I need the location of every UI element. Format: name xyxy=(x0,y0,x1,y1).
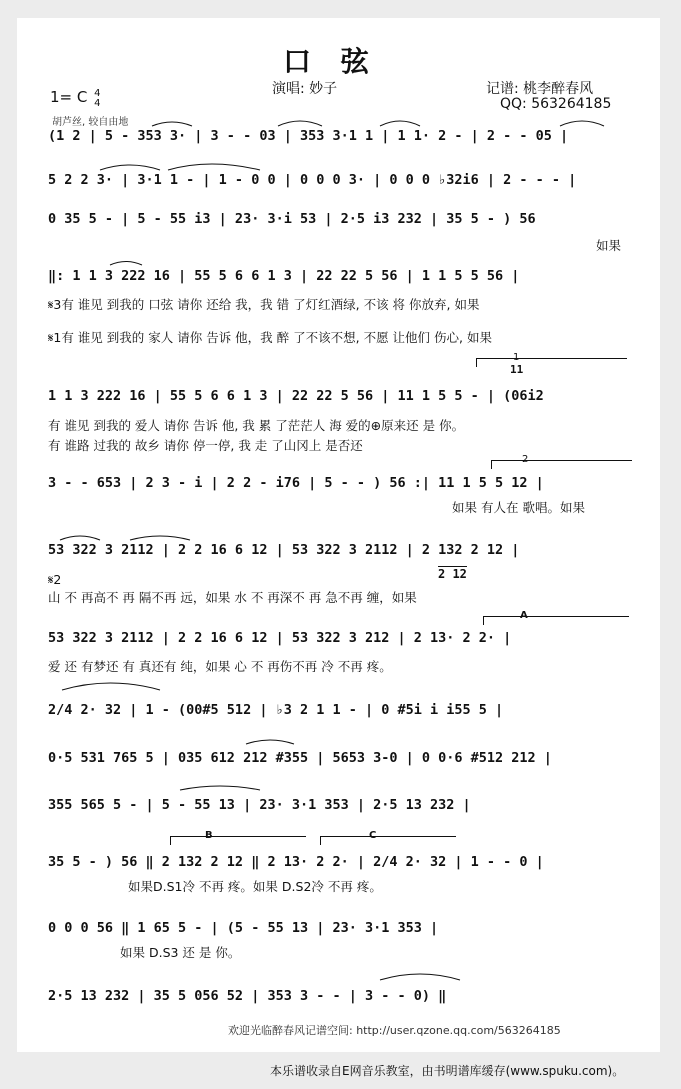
score-row: ‖: 1 1 3 222 16 | 55 5 6 6 1 3 | 22 22 5 56 | 1 1 5 5 56 | xyxy=(48,268,520,284)
score-row: 3 - - 653 | 2 3 - i | 2 2 - i76 | 5 - - ) 56 :| 11 1 5 5 12 | xyxy=(48,475,544,491)
lyric-line: 山 不 再高不 再 隔不再 远，如果 水 不 再深不 再 急不再 缠，如果 xyxy=(48,590,417,605)
lyric-line: 有 谁路 过我的 故乡 请你 停一停, 我 走 了山冈上 是否还 xyxy=(48,438,363,453)
volta-c: C xyxy=(320,836,456,845)
score-row: 1 1 3 222 16 | 55 5 6 6 1 3 | 22 22 5 56 | 11 1 5 5 - | (06i2 xyxy=(48,388,544,404)
lyric-line: 𝄋3有 谁见 到我的 口弦 请你 还给 我，我 错 了灯红酒绿, 不该 将 你放弃, 如果 xyxy=(48,297,480,312)
qq-label: QQ: 563264185 xyxy=(500,96,612,112)
score-row: 53 322 3 2112 | 2 2 16 6 12 | 53 322 3 212 | 2 13· 2 2· | xyxy=(48,630,512,646)
credit-text: 本乐谱收录自E网音乐教室，由书明谱库缓存(www.spuku.com)。 xyxy=(270,1064,625,1078)
performance-note: 胡芦丝, 较自由地 xyxy=(52,117,129,128)
lyric-line: 如果D.S1冷 不再 疼。如果 D.S2冷 不再 疼。 xyxy=(128,879,382,894)
scorer-label: 记谱: 桃李醉春风 xyxy=(486,81,594,97)
lyric-line: 𝄋1有 谁见 到我的 家人 请你 告诉 他，我 醉 了不该不想, 不愿 让他们 伤心, 如果 xyxy=(48,330,492,345)
score-row: 2/4 2· 32 | 1 - (00#5 512 | ♭3 2 1 1 - | 0 #5i i i55 5 | xyxy=(48,702,504,718)
singer-label: 演唱: 妙子 xyxy=(272,81,338,97)
song-title: 口 弦 xyxy=(283,45,379,78)
volta-label: 11 xyxy=(510,363,524,376)
time-sig-bottom: 4 xyxy=(94,98,101,109)
lyric-line: 如果 D.S3 还 是 你。 xyxy=(120,945,241,960)
score-row: 35 5 - ) 56 ‖ 2 132 2 12 ‖ 2 13· 2 2· | 2/4 2· 32 | 1 - - 0 | xyxy=(48,854,544,870)
time-signature xyxy=(94,89,100,109)
score-row: 5 2 2 3· | 3·1 1 - | 1 - 0 0 | 0 0 0 3· | 0 0 0 ♭32i6 | 2 - - - | xyxy=(48,172,577,188)
volta-2: 2 xyxy=(491,460,632,469)
key-signature xyxy=(50,88,101,109)
score-row: 2·5 13 232 | 35 5 056 52 | 353 3 - - | 3 - - 0) ‖ xyxy=(48,988,447,1004)
score-row: 53 322 3 2112 | 2 2 16 6 12 | 53 322 3 2112 | 2 132 2 12 | xyxy=(48,542,520,558)
lyric-line: 如果 xyxy=(596,238,622,253)
volta-a: A xyxy=(483,616,629,625)
segno-mark: 𝄋2 xyxy=(48,572,62,587)
score-row: 0 35 5 - | 5 - 55 i3 | 23· 3·i 53 | 2·5 i3 232 | 35 5 - ) 56 xyxy=(48,211,536,227)
volta-b: B xyxy=(170,836,306,845)
volta-label: 2 12 xyxy=(438,567,467,581)
volta-1: 1 xyxy=(476,358,627,367)
score-row: 355 565 5 - | 5 - 55 13 | 23· 3·1 353 | 2·5 13 232 | xyxy=(48,797,471,813)
time-sig-top: 4 xyxy=(94,88,101,99)
lyric-line: 如果 有人在 歌唱。如果 xyxy=(452,500,585,515)
score-row: 0·5 531 765 5 | 035 612 212 #355 | 5653 3-0 | 0 0·6 #512 212 | xyxy=(48,750,552,766)
footer-text: 欢迎光临醉春风记谱空间: http://user.qzone.qq.com/563264185 xyxy=(228,1024,561,1037)
key-label: 1= C xyxy=(50,88,88,106)
lyric-line: 有 谁见 到我的 爱人 请你 告诉 他, 我 累 了茫茫人 海 爱的⊕原来还 是 你。 xyxy=(48,418,465,433)
lyric-line: 爱 还 有梦还 有 真还有 纯，如果 心 不 再伤不再 冷 不再 疼。 xyxy=(48,659,392,674)
score-row: 0 0 0 56 ‖ 1 65 5 - | (5 - 55 13 | 23· 3·1 353 | xyxy=(48,920,439,936)
score-row: (1 2 | 5 - 353 3· | 3 - - 03 | 353 3·1 1 | 1 1· 2 - | 2 - - 05 | xyxy=(48,128,569,144)
